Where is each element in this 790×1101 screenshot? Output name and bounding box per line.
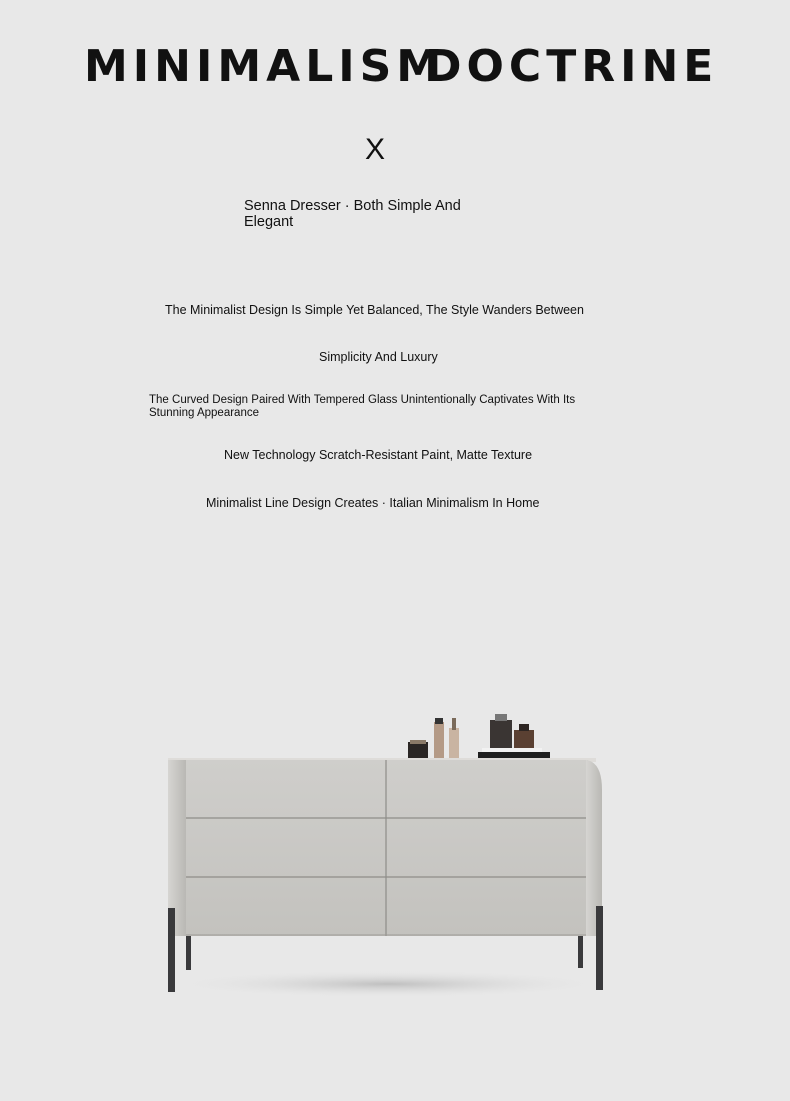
product-subtitle: Senna Dresser · Both Simple And Elegant: [244, 198, 461, 230]
headline-word-doctrine: DOCTRINE: [425, 41, 719, 92]
headline: [0, 38, 790, 98]
floor-shadow: [168, 970, 608, 998]
feature-line-2-text: Simplicity And Luxury: [319, 350, 438, 364]
feature-line-5-text: Minimalist Line Design Creates · Italian Minimalism In Home: [206, 496, 540, 510]
separator-x: X: [364, 133, 385, 166]
feature-line-1-text: The Minimalist Design Is Simple Yet Balanced, The Style Wanders Between: [165, 303, 584, 317]
decor-bottles: [408, 714, 550, 758]
headline-word-minimalism: MINIMALISM: [84, 41, 446, 92]
feature-line-4-text: New Technology Scratch-Resistant Paint, Matte Texture: [224, 448, 533, 462]
feature-line-3: The Curved Design Paired With Tempered Glass Unintentionally Captivates With Its Stunning Appearance: [149, 394, 576, 419]
dresser-product-image: [150, 700, 620, 1010]
